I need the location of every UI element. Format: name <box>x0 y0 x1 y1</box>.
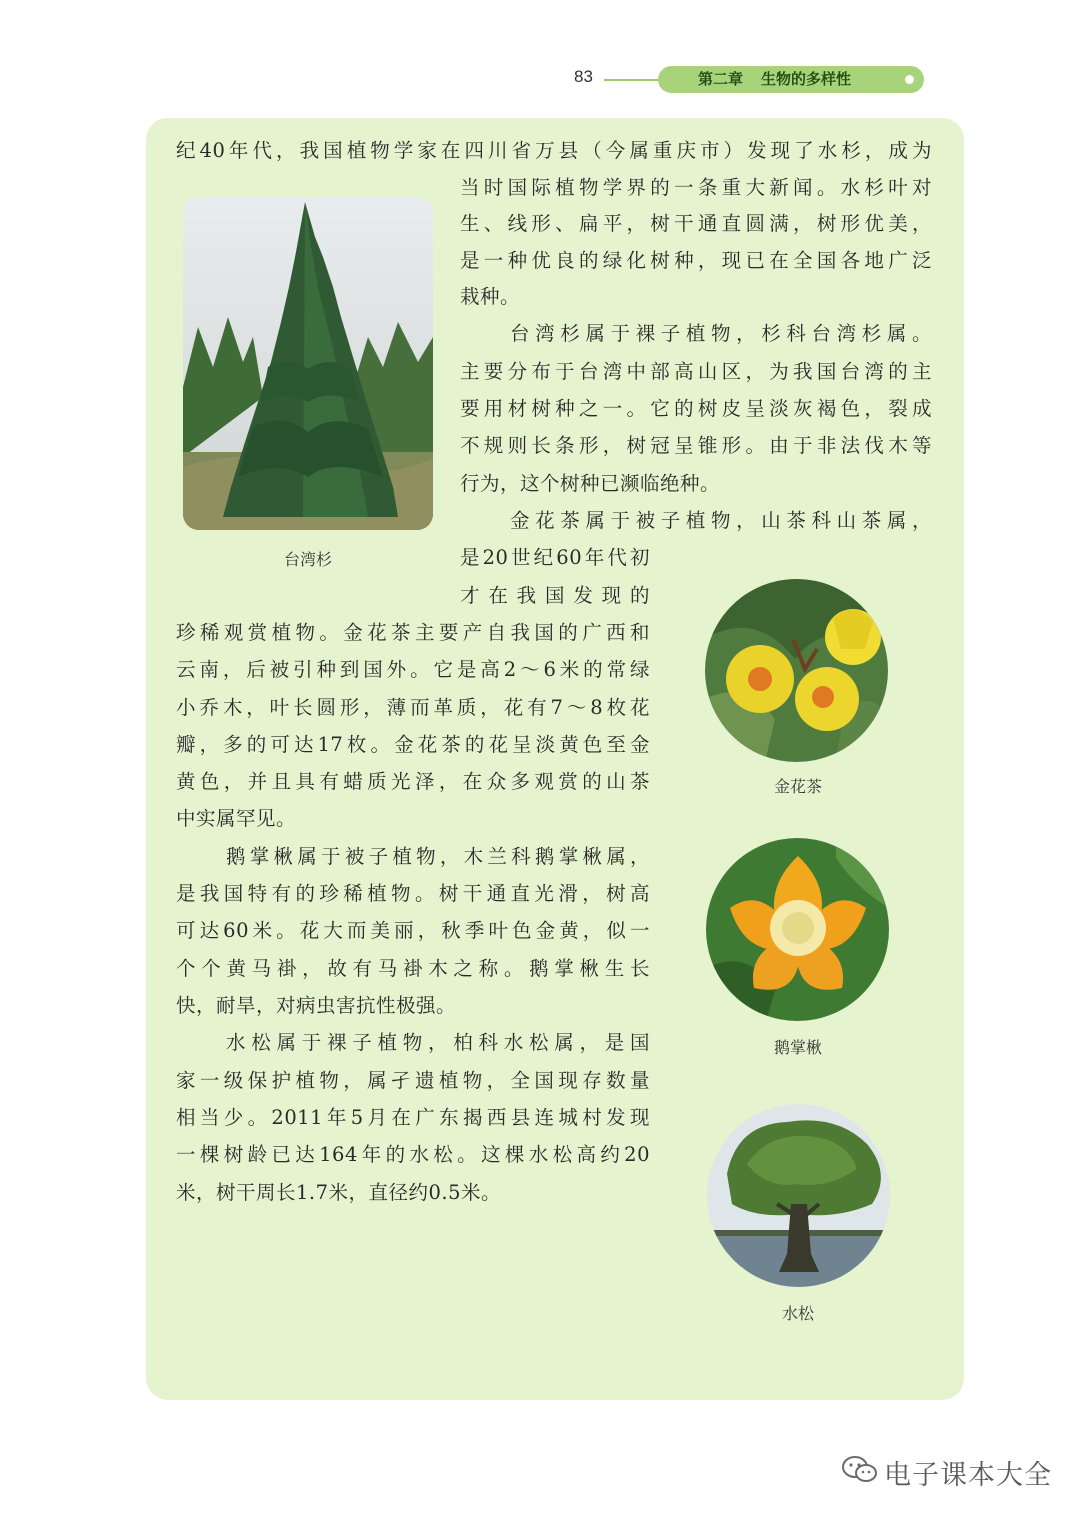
text-line: 是一种优良的绿化树种，现已在全国各地广泛 <box>460 249 932 272</box>
text-line: 相当少。2011年5月在广东揭西县连城村发现 <box>176 1106 650 1129</box>
text-line: 水松属于裸子植物，柏科水松属，是国 <box>226 1031 650 1054</box>
wechat-icon <box>842 1455 878 1489</box>
text-line: 米，树干周长1.7米，直径约0.5米。 <box>176 1181 502 1204</box>
header-rule <box>604 79 660 81</box>
text-line: 是我国特有的珍稀植物。树干通直光滑，树高 <box>176 882 650 905</box>
text-line: 要用材树种之一。它的树皮呈淡灰褐色，裂成 <box>460 397 932 420</box>
text-line: 快，耐旱，对病虫害抗性极强。 <box>176 994 457 1017</box>
text-line: 主要分布于台湾中部高山区，为我国台湾的主 <box>460 360 932 383</box>
glyptostrobus-photo <box>707 1104 890 1287</box>
text-line: 中实属罕见。 <box>176 807 297 830</box>
camellia-caption: 金花茶 <box>773 777 822 796</box>
chapter-title: 生物的多样性 <box>761 70 852 88</box>
text-line: 纪40年代，我国植物学家在四川省万县（今属重庆市）发现了水杉，成为 <box>176 139 932 162</box>
text-line: 金花茶属于被子植物，山茶科山茶属， <box>510 509 932 532</box>
page-number: 83 <box>574 67 593 86</box>
pill-dot-icon <box>905 75 914 84</box>
text-line: 台湾杉属于裸子植物，杉科台湾杉属。 <box>510 322 932 345</box>
text-line: 家一级保护植物，属孑遗植物，全国现存数量 <box>176 1069 650 1092</box>
text-line: 不规则长条形，树冠呈锥形。由于非法伐木等 <box>460 434 932 457</box>
liriodendron-photo <box>706 838 889 1021</box>
liriodendron-caption: 鹅掌楸 <box>773 1038 822 1057</box>
camellia-photo <box>705 579 888 762</box>
glyptostrobus-caption: 水松 <box>781 1304 814 1323</box>
text-line: 小乔木，叶长圆形，薄而革质，花有7～8枚花 <box>176 696 650 719</box>
chapter-number: 第二章 <box>698 70 744 88</box>
taiwania-caption: 台湾杉 <box>283 550 332 569</box>
text-line: 个个黄马褂，故有马褂木之称。鹅掌楸生长 <box>176 957 650 980</box>
text-line: 可达60米。花大而美丽，秋季叶色金黄，似一 <box>176 919 650 942</box>
watermark <box>842 1450 1052 1494</box>
text-line: 生、线形、扁平，树干通直圆满，树形优美， <box>460 212 932 235</box>
text-line: 云南，后被引种到国外。它是高2～6米的常绿 <box>176 658 650 681</box>
text-line: 栽种。 <box>460 285 521 308</box>
chapter-label <box>658 66 924 93</box>
text-line: 黄色，并且具有蜡质光泽，在众多观赏的山茶 <box>176 770 650 793</box>
text-line: 是20世纪60年代初 <box>460 546 650 569</box>
text-line: 一棵树龄已达164年的水松。这棵水松高约20 <box>176 1143 650 1166</box>
text-line: 才在我国发现的 <box>460 584 650 607</box>
text-line: 珍稀观赏植物。金花茶主要产自我国的广西和 <box>176 621 650 644</box>
text-line: 瓣，多的可达17枚。金花茶的花呈淡黄色至金 <box>176 733 650 756</box>
taiwania-photo <box>183 197 433 530</box>
text-line: 鹅掌楸属于被子植物，木兰科鹅掌楸属， <box>226 845 650 868</box>
watermark-text: 电子课本大全 <box>884 1459 1052 1491</box>
text-line: 行为，这个树种已濒临绝种。 <box>460 472 721 495</box>
text-line: 当时国际植物学界的一条重大新闻。水杉叶对 <box>460 176 932 199</box>
